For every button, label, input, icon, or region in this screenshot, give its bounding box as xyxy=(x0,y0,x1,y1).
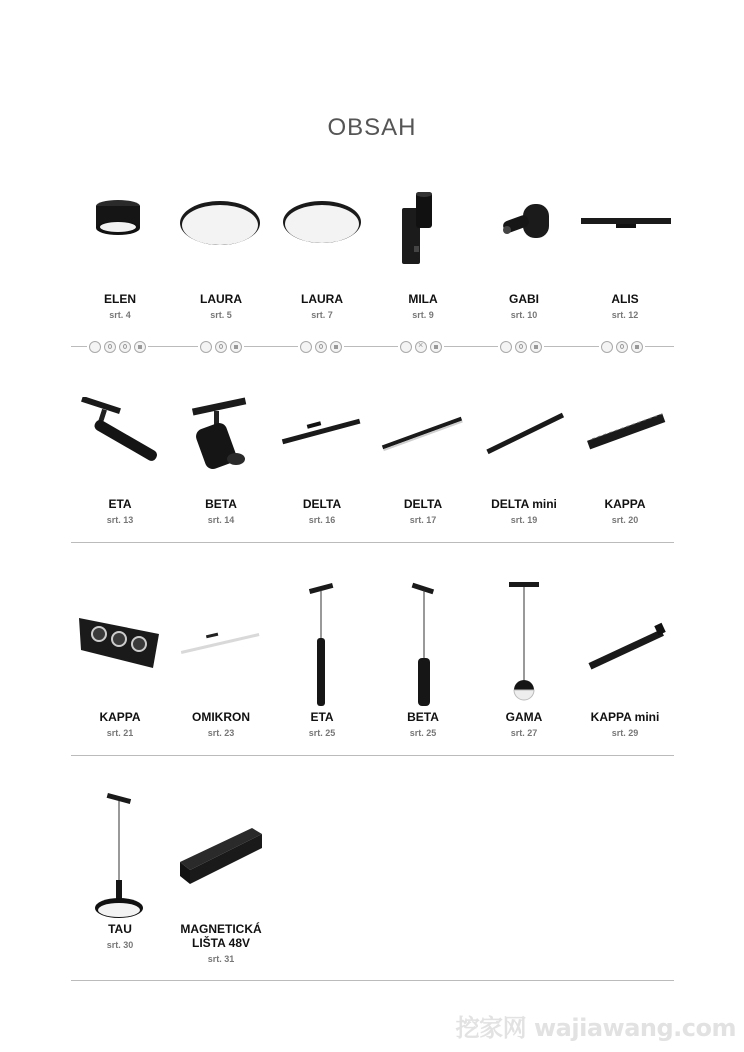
bulb-icon xyxy=(616,341,628,353)
product-page: srt. 10 xyxy=(510,310,538,320)
driver-icon xyxy=(230,341,242,353)
watermark: 挖家网 wajiawang.com xyxy=(455,1014,736,1042)
product-name: DELTA mini xyxy=(491,497,557,511)
product-name: OMIKRON xyxy=(192,710,250,724)
product-mila[interactable] xyxy=(372,192,474,321)
product-page: srt. 9 xyxy=(412,310,434,320)
product-kappa-21[interactable] xyxy=(69,610,171,739)
feature-icons-mila xyxy=(398,340,444,354)
tau-pendant-image xyxy=(69,792,171,922)
product-page: srt. 4 xyxy=(109,310,131,320)
ip-icon xyxy=(500,341,512,353)
dimmable-icon xyxy=(119,341,131,353)
product-name: ETA xyxy=(310,710,334,724)
bulb-icon xyxy=(215,341,227,353)
product-delta-16[interactable] xyxy=(271,397,373,526)
product-page: srt. 27 xyxy=(510,728,538,738)
product-name: GAMA xyxy=(505,710,543,724)
product-name: BETA xyxy=(407,710,439,724)
product-kappa-20[interactable] xyxy=(574,397,676,526)
gabi-lamp-image xyxy=(473,192,575,292)
divider xyxy=(71,980,674,981)
product-eta-13[interactable] xyxy=(69,397,171,526)
beta-track-lamp-image xyxy=(170,397,272,497)
product-name: BETA xyxy=(205,497,237,511)
feature-icons-laura xyxy=(198,340,244,354)
product-name: LAURA xyxy=(200,292,242,306)
product-kappa-mini[interactable] xyxy=(574,610,676,739)
product-name: DELTA xyxy=(403,497,443,511)
product-name: GABI xyxy=(509,292,539,306)
ip-icon xyxy=(400,341,412,353)
feature-icons-gabi xyxy=(498,340,544,354)
product-beta-25[interactable] xyxy=(372,580,474,739)
alis-lamp-image xyxy=(574,192,676,292)
omikron-lamp-image xyxy=(170,610,272,710)
page-title: OBSAH xyxy=(327,114,417,141)
driver-icon xyxy=(134,341,146,353)
delta-track-lamp-image xyxy=(372,397,474,497)
product-magneticka-lista[interactable] xyxy=(170,822,272,965)
product-delta-17[interactable] xyxy=(372,397,474,526)
product-name: KAPPA xyxy=(604,497,646,511)
product-gabi[interactable] xyxy=(473,192,575,321)
gama-pendant-image xyxy=(473,580,575,710)
product-laura-7[interactable] xyxy=(271,192,373,321)
driver-icon xyxy=(631,341,643,353)
kappa-track-lamp-image xyxy=(574,397,676,497)
ip-icon xyxy=(89,341,101,353)
product-name: MILA xyxy=(408,292,438,306)
product-tau[interactable] xyxy=(69,792,171,951)
ip-icon xyxy=(300,341,312,353)
driver-icon xyxy=(430,341,442,353)
product-page: srt. 25 xyxy=(308,728,336,738)
product-eta-25[interactable] xyxy=(271,580,373,739)
product-page: srt. 19 xyxy=(510,515,538,525)
product-elen[interactable] xyxy=(69,192,171,321)
ip-icon xyxy=(601,341,613,353)
product-name: ETA xyxy=(108,497,132,511)
bulb-icon xyxy=(315,341,327,353)
feature-icons-row xyxy=(71,340,674,354)
kappa-spot-lamp-image xyxy=(69,610,171,710)
eta-track-lamp-image xyxy=(69,397,171,497)
product-page: srt. 29 xyxy=(611,728,639,738)
product-page: srt. 17 xyxy=(409,515,437,525)
product-name: ALIS xyxy=(611,292,639,306)
delta-track-lamp-image xyxy=(271,397,373,497)
kappa-mini-lamp-image xyxy=(574,610,676,710)
product-name: DELTA xyxy=(302,497,342,511)
product-delta-mini[interactable] xyxy=(473,397,575,526)
product-page: srt. 13 xyxy=(106,515,134,525)
product-page: srt. 30 xyxy=(106,940,134,950)
divider xyxy=(71,346,674,347)
product-name: LAURA xyxy=(301,292,343,306)
product-page: srt. 25 xyxy=(409,728,437,738)
product-laura-5[interactable] xyxy=(170,192,272,321)
feature-icons-alis xyxy=(599,340,645,354)
eta-pendant-image xyxy=(271,580,373,710)
divider xyxy=(71,755,674,756)
driver-icon xyxy=(530,341,542,353)
bulb-icon xyxy=(104,341,116,353)
no-dimming-icon xyxy=(415,341,427,353)
product-page: srt. 31 xyxy=(207,954,235,964)
product-name: KAPPA xyxy=(99,710,141,724)
product-beta-14[interactable] xyxy=(170,397,272,526)
product-page: srt. 23 xyxy=(207,728,235,738)
magnetic-track-image xyxy=(170,822,272,922)
product-name: MAGNETICKÁ LIŠTA 48V xyxy=(180,922,262,950)
product-alis[interactable] xyxy=(574,192,676,321)
feature-icons-elen xyxy=(87,340,148,354)
product-page: srt. 20 xyxy=(611,515,639,525)
product-name: TAU xyxy=(108,922,132,936)
beta-pendant-image xyxy=(372,580,474,710)
mila-lamp-image xyxy=(372,192,474,292)
product-page: srt. 7 xyxy=(311,310,333,320)
product-name: ELEN xyxy=(103,292,136,306)
product-name: KAPPA mini xyxy=(590,710,660,724)
product-gama[interactable] xyxy=(473,580,575,739)
feature-icons-laura-2 xyxy=(298,340,344,354)
product-page: srt. 5 xyxy=(210,310,232,320)
elen-lamp-image xyxy=(69,192,171,292)
driver-icon xyxy=(330,341,342,353)
divider xyxy=(71,542,674,543)
ip-icon xyxy=(200,341,212,353)
laura-lamp-image xyxy=(271,192,373,292)
product-page: srt. 14 xyxy=(207,515,235,525)
product-page: srt. 12 xyxy=(611,310,639,320)
product-page: srt. 16 xyxy=(308,515,336,525)
product-page: srt. 21 xyxy=(106,728,134,738)
bulb-icon xyxy=(515,341,527,353)
laura-lamp-image xyxy=(170,192,272,292)
product-omikron[interactable] xyxy=(170,610,272,739)
delta-mini-lamp-image xyxy=(473,397,575,497)
